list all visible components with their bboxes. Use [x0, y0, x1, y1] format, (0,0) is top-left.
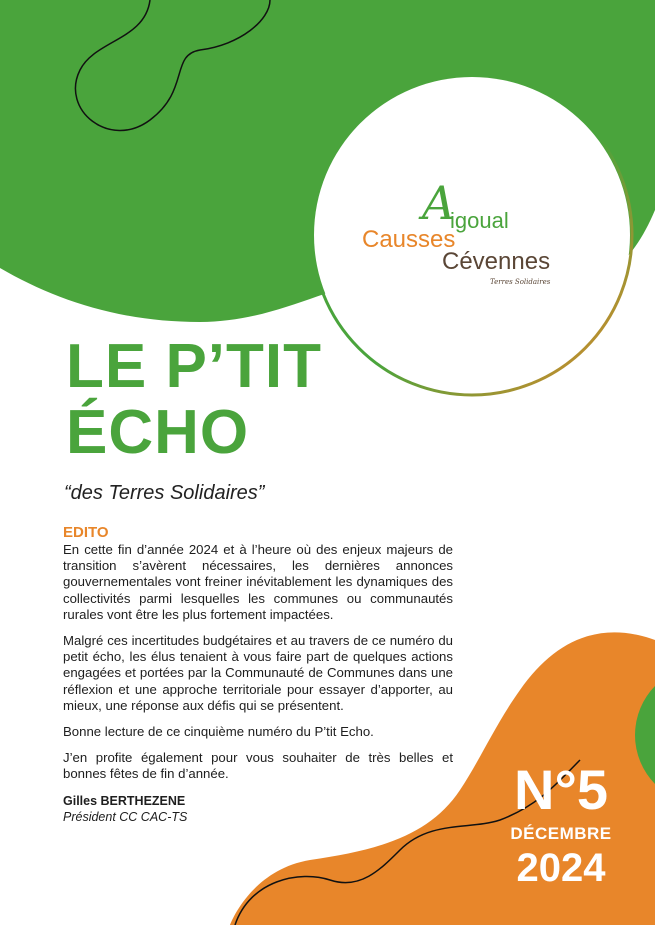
logo-cevennes: Cévennes [442, 248, 551, 275]
title-line-1: LE P’TIT [66, 332, 322, 401]
page-subtitle: “des Terres Solidaires” [64, 482, 265, 504]
issue-year: 2024 [516, 846, 606, 890]
title-line-2: ÉCHO [66, 398, 250, 467]
issue-number: N°5 [514, 758, 608, 821]
logo-letter-a: A [422, 176, 456, 230]
organization-logo [350, 176, 580, 300]
issue-badge [496, 760, 626, 890]
edito-heading: EDITO [63, 524, 109, 541]
logo-causses: Causses [362, 226, 456, 253]
edito-paragraph-1: En cette fin d’année 2024 et à l’heure où des enjeux majeurs de transition s’avèrent nécessaires, les dernières annonces gouvernementales vont freiner inévitablement les dynamiques des collectivités parmi lesquelles les communes ou communautés rurales vont être les plus fortement impactées. [63, 542, 453, 622]
edito-section [63, 524, 453, 825]
edito-paragraph-4: J’en profite également pour vous souhaiter de très belles et bonnes fêtes de fin d’année. [63, 750, 453, 782]
edito-paragraph-2: Malgré ces incertitudes budgétaires et au travers de ce numéro du petit écho, les élus tenaient à vous faire part de quelques actions engagées et portées par la Communauté de Communes dans une réflexion et une approche territoriale pour essayer d’apporter, au mieux, une réponse aux défis qui se présentent. [63, 633, 453, 713]
edito-paragraph-3: Bonne lecture de ce cinquième numéro du P’tit Echo. [63, 724, 374, 740]
issue-month: DÉCEMBRE [510, 824, 612, 843]
signature-role: Président CC CAC-TS [63, 809, 188, 824]
page-title [66, 334, 322, 466]
signature-name: Gilles BERTHEZENE [63, 793, 186, 808]
logo-igoual: igoual [450, 208, 509, 233]
logo-tagline: Terres Solidaires [490, 278, 551, 286]
